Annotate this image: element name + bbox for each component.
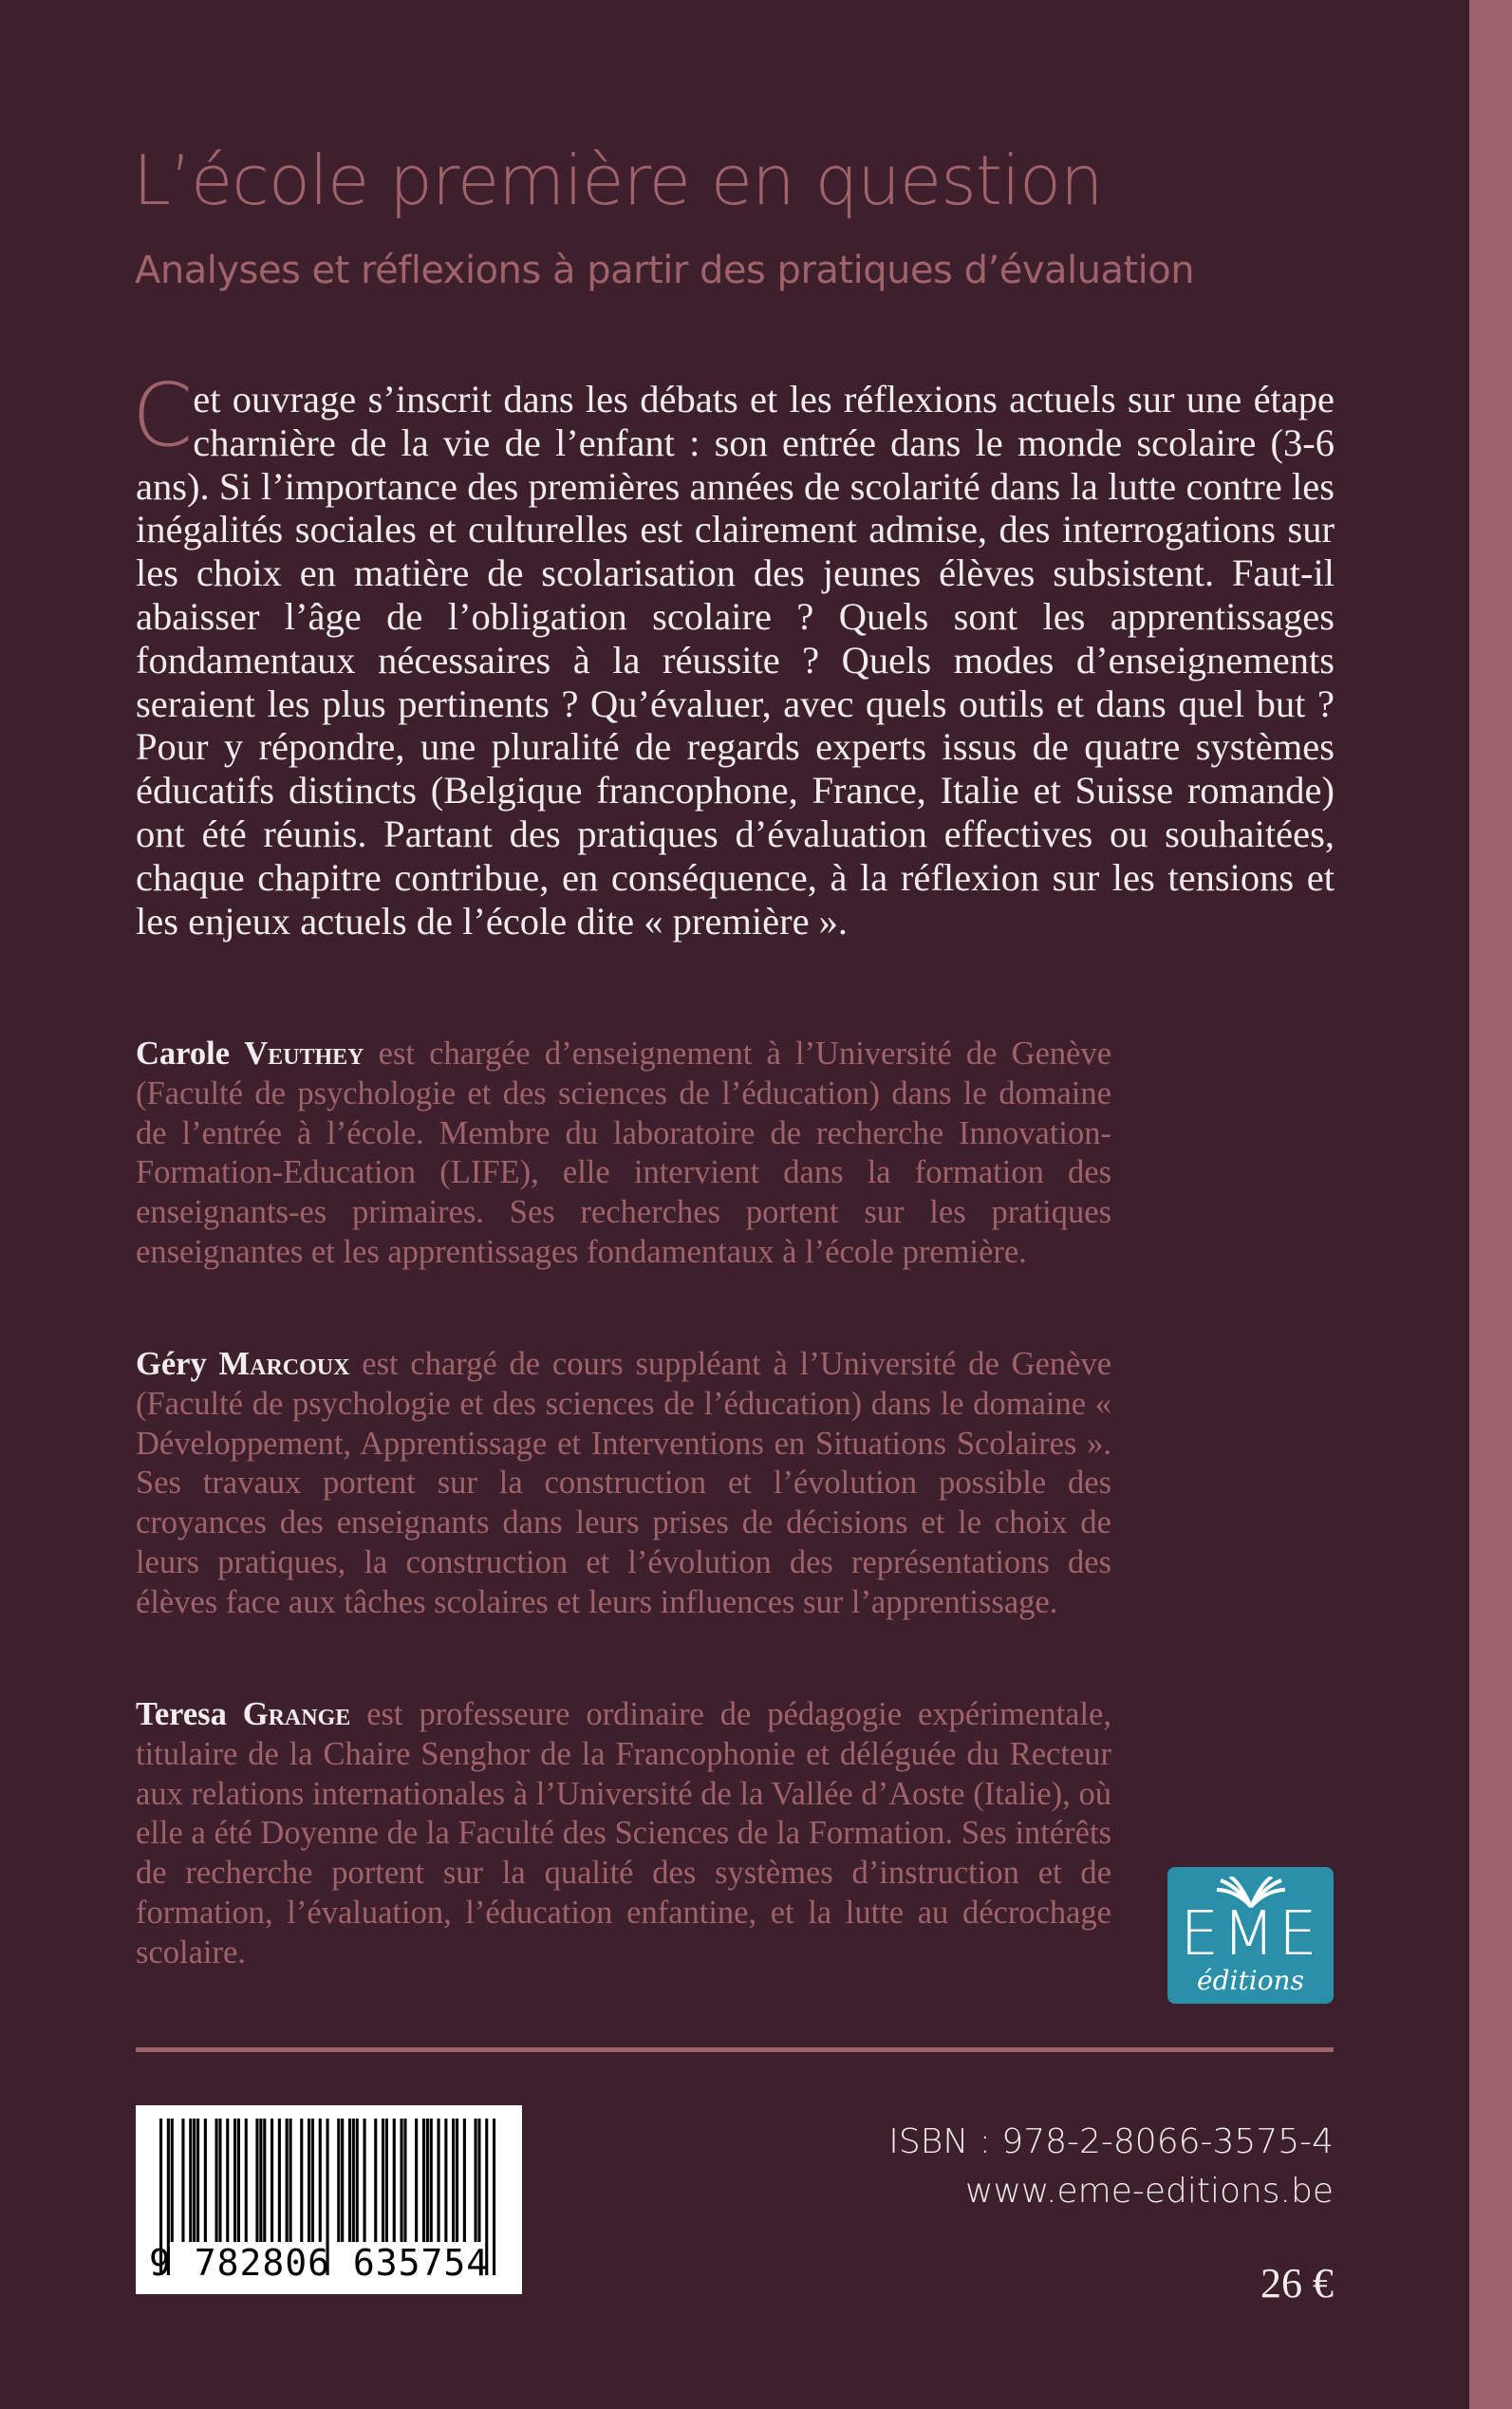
barcode-bar: [255, 2119, 258, 2242]
barcode-bar: [319, 2119, 322, 2242]
barcode-bar: [430, 2119, 433, 2242]
barcode-bar: [415, 2119, 418, 2242]
book-title: L’école première en question: [133, 140, 1103, 220]
author-bio-3: [136, 1695, 1111, 1973]
author-last-name: Veuthey: [244, 1036, 364, 1072]
barcode-bar: [356, 2119, 359, 2242]
barcode-bar: [237, 2119, 240, 2242]
author-first-name: Carole: [136, 1036, 231, 1072]
barcode-bar: [289, 2119, 292, 2242]
author-first-name: Teresa: [136, 1696, 227, 1732]
barcode-bar: [426, 2119, 429, 2242]
barcode-bar: [403, 2119, 406, 2242]
barcode-bar: [348, 2119, 351, 2242]
isbn: ISBN : 978-2-8066-3575-4: [888, 2122, 1334, 2161]
eme-logo: [1167, 1867, 1334, 2004]
barcode-bar: [393, 2119, 396, 2242]
spine-edge: [1469, 0, 1512, 2409]
barcode: [136, 2105, 522, 2294]
website-link[interactable]: www.eme-editions.be: [965, 2172, 1334, 2211]
barcode-bar: [311, 2119, 314, 2242]
barcode-bar: [456, 2119, 458, 2242]
barcode-bar: [438, 2119, 440, 2242]
price: 26 €: [1260, 2260, 1334, 2306]
barcode-bar: [308, 2119, 310, 2242]
barcode-bar: [286, 2119, 289, 2242]
barcode-bar: [382, 2119, 384, 2242]
barcode-bar: [341, 2119, 344, 2242]
barcode-bar: [422, 2119, 425, 2242]
author-bio-text: est chargée d’enseignement à l’Université de Genève (Faculté de psychologie et des sciences de l’éducation) dans le domaine de l’entrée à l’école. Membre du laboratoire de recherche Innovation-Formation-Education (LIFE), elle intervient dans la formation des enseignants-es primaires. Ses recherches portent sur les pratiques enseignantes et les apprentissages fondamentaux à l’école première.: [136, 1036, 1112, 1270]
divider: [136, 2047, 1334, 2052]
barcode-bar: [452, 2119, 455, 2242]
barcode-bar: [171, 2119, 174, 2242]
barcode-bar: [245, 2119, 248, 2242]
author-bio-2: [136, 1345, 1111, 1623]
author-bio-text: est chargé de cours suppléant à l’Université de Genève (Faculté de psychologie et des sciences de l’éducation) dans le domaine « Développement, Apprentissage et Interventions en Situations Scolaires ». Ses travaux portent sur la construction et l’évolution possible des croyances des enseignants dans leurs prises de décisions et le choix de leurs pratiques, la construction et l’évolution des représentations des élèves face aux tâches scolaires et leurs influences sur l’apprentissage.: [136, 1346, 1112, 1620]
book-subtitle: Analyses et réflexions à partir des pratiques d’évaluation: [135, 249, 1195, 292]
author-first-name: Géry: [136, 1346, 207, 1382]
barcode-bar: [401, 2119, 403, 2242]
drop-cap: C: [132, 364, 194, 466]
barcode-bar: [218, 2119, 221, 2242]
barcode-bar: [300, 2119, 303, 2242]
barcode-bar: [385, 2119, 388, 2242]
barcode-bar: [278, 2119, 281, 2242]
barcode-bar: [444, 2119, 447, 2242]
barcode-bar: [477, 2119, 480, 2242]
author-last-name: Grange: [242, 1696, 351, 1732]
author-bio-1: [136, 1035, 1111, 1273]
logo-subtext: éditions: [1197, 1965, 1304, 1996]
author-last-name: Marcoux: [218, 1346, 350, 1382]
barcode-bar: [215, 2119, 218, 2242]
barcode-bar: [374, 2119, 377, 2242]
blurb-text: et ouvrage s’inscrit dans les débats et les réflexions actuels sur une étape charnière de la vie de l’enfant : son entrée dans le monde scolaire (3-6 ans). Si l’importance des premières années de scolarité dans la lutte contre les inégalités sociales et culturelles est clairement admise, des interrogations sur les choix en matière de scolarisation des jeunes élèves subsistent. Faut-il abaisser l’âge de l’obligation scolaire ? Quels sont les apprentissages fondamentaux nécessaires à la réussite ? Quels modes d’enseignements seraient les plus pertinents ? Qu’évaluer, avec quels outils et dans quel but ? Pour y répondre, une pluralité de regards experts issus de quatre systèmes éducatifs distincts (Belgique francophone, France, Italie et Suisse romande) ont été réunis. Partant des pratiques d’évaluation effectives ou souhaitées, chaque chapitre contribue, en conséquence, à la réflexion sur les tensions et les enjeux actuels de l’école dite « première ».: [136, 378, 1335, 943]
barcode-bar: [475, 2119, 477, 2242]
barcode-bar: [364, 2119, 366, 2242]
barcode-bar: [352, 2119, 355, 2242]
barcode-bar: [263, 2119, 266, 2242]
logo-text: EME: [1180, 1899, 1321, 1970]
barcode-bar: [204, 2119, 207, 2242]
barcode-bar: [189, 2119, 192, 2242]
barcode-bar: [271, 2119, 273, 2242]
blurb: [132, 364, 1335, 943]
barcode-bar: [193, 2119, 196, 2242]
barcode-number: 9 782806 635754: [149, 2242, 490, 2284]
barcode-bar: [226, 2119, 229, 2242]
author-bio-text: est professeure ordinaire de pédagogie expérimentale, titulaire de la Chaire Senghor de la Francophonie et déléguée du Recteur aux relations internationales à l’Université de la Vallée d’Aoste (Italie), où elle a été Doyenne de la Faculté des Sciences de la Formation. Ses intérêts de recherche portent sur la qualité des systèmes d’instruction et de formation, l’évaluation, l’éducation enfantine, et la lutte au décrochage scolaire.: [136, 1696, 1111, 1970]
barcode-bar: [493, 2119, 495, 2275]
barcode-bar: [181, 2119, 184, 2242]
barcode-bar: [196, 2119, 199, 2242]
barcode-bar: [259, 2119, 262, 2242]
barcode-bar: [233, 2119, 236, 2242]
barcode-bar: [463, 2119, 466, 2242]
barcode-bar: [337, 2119, 340, 2242]
